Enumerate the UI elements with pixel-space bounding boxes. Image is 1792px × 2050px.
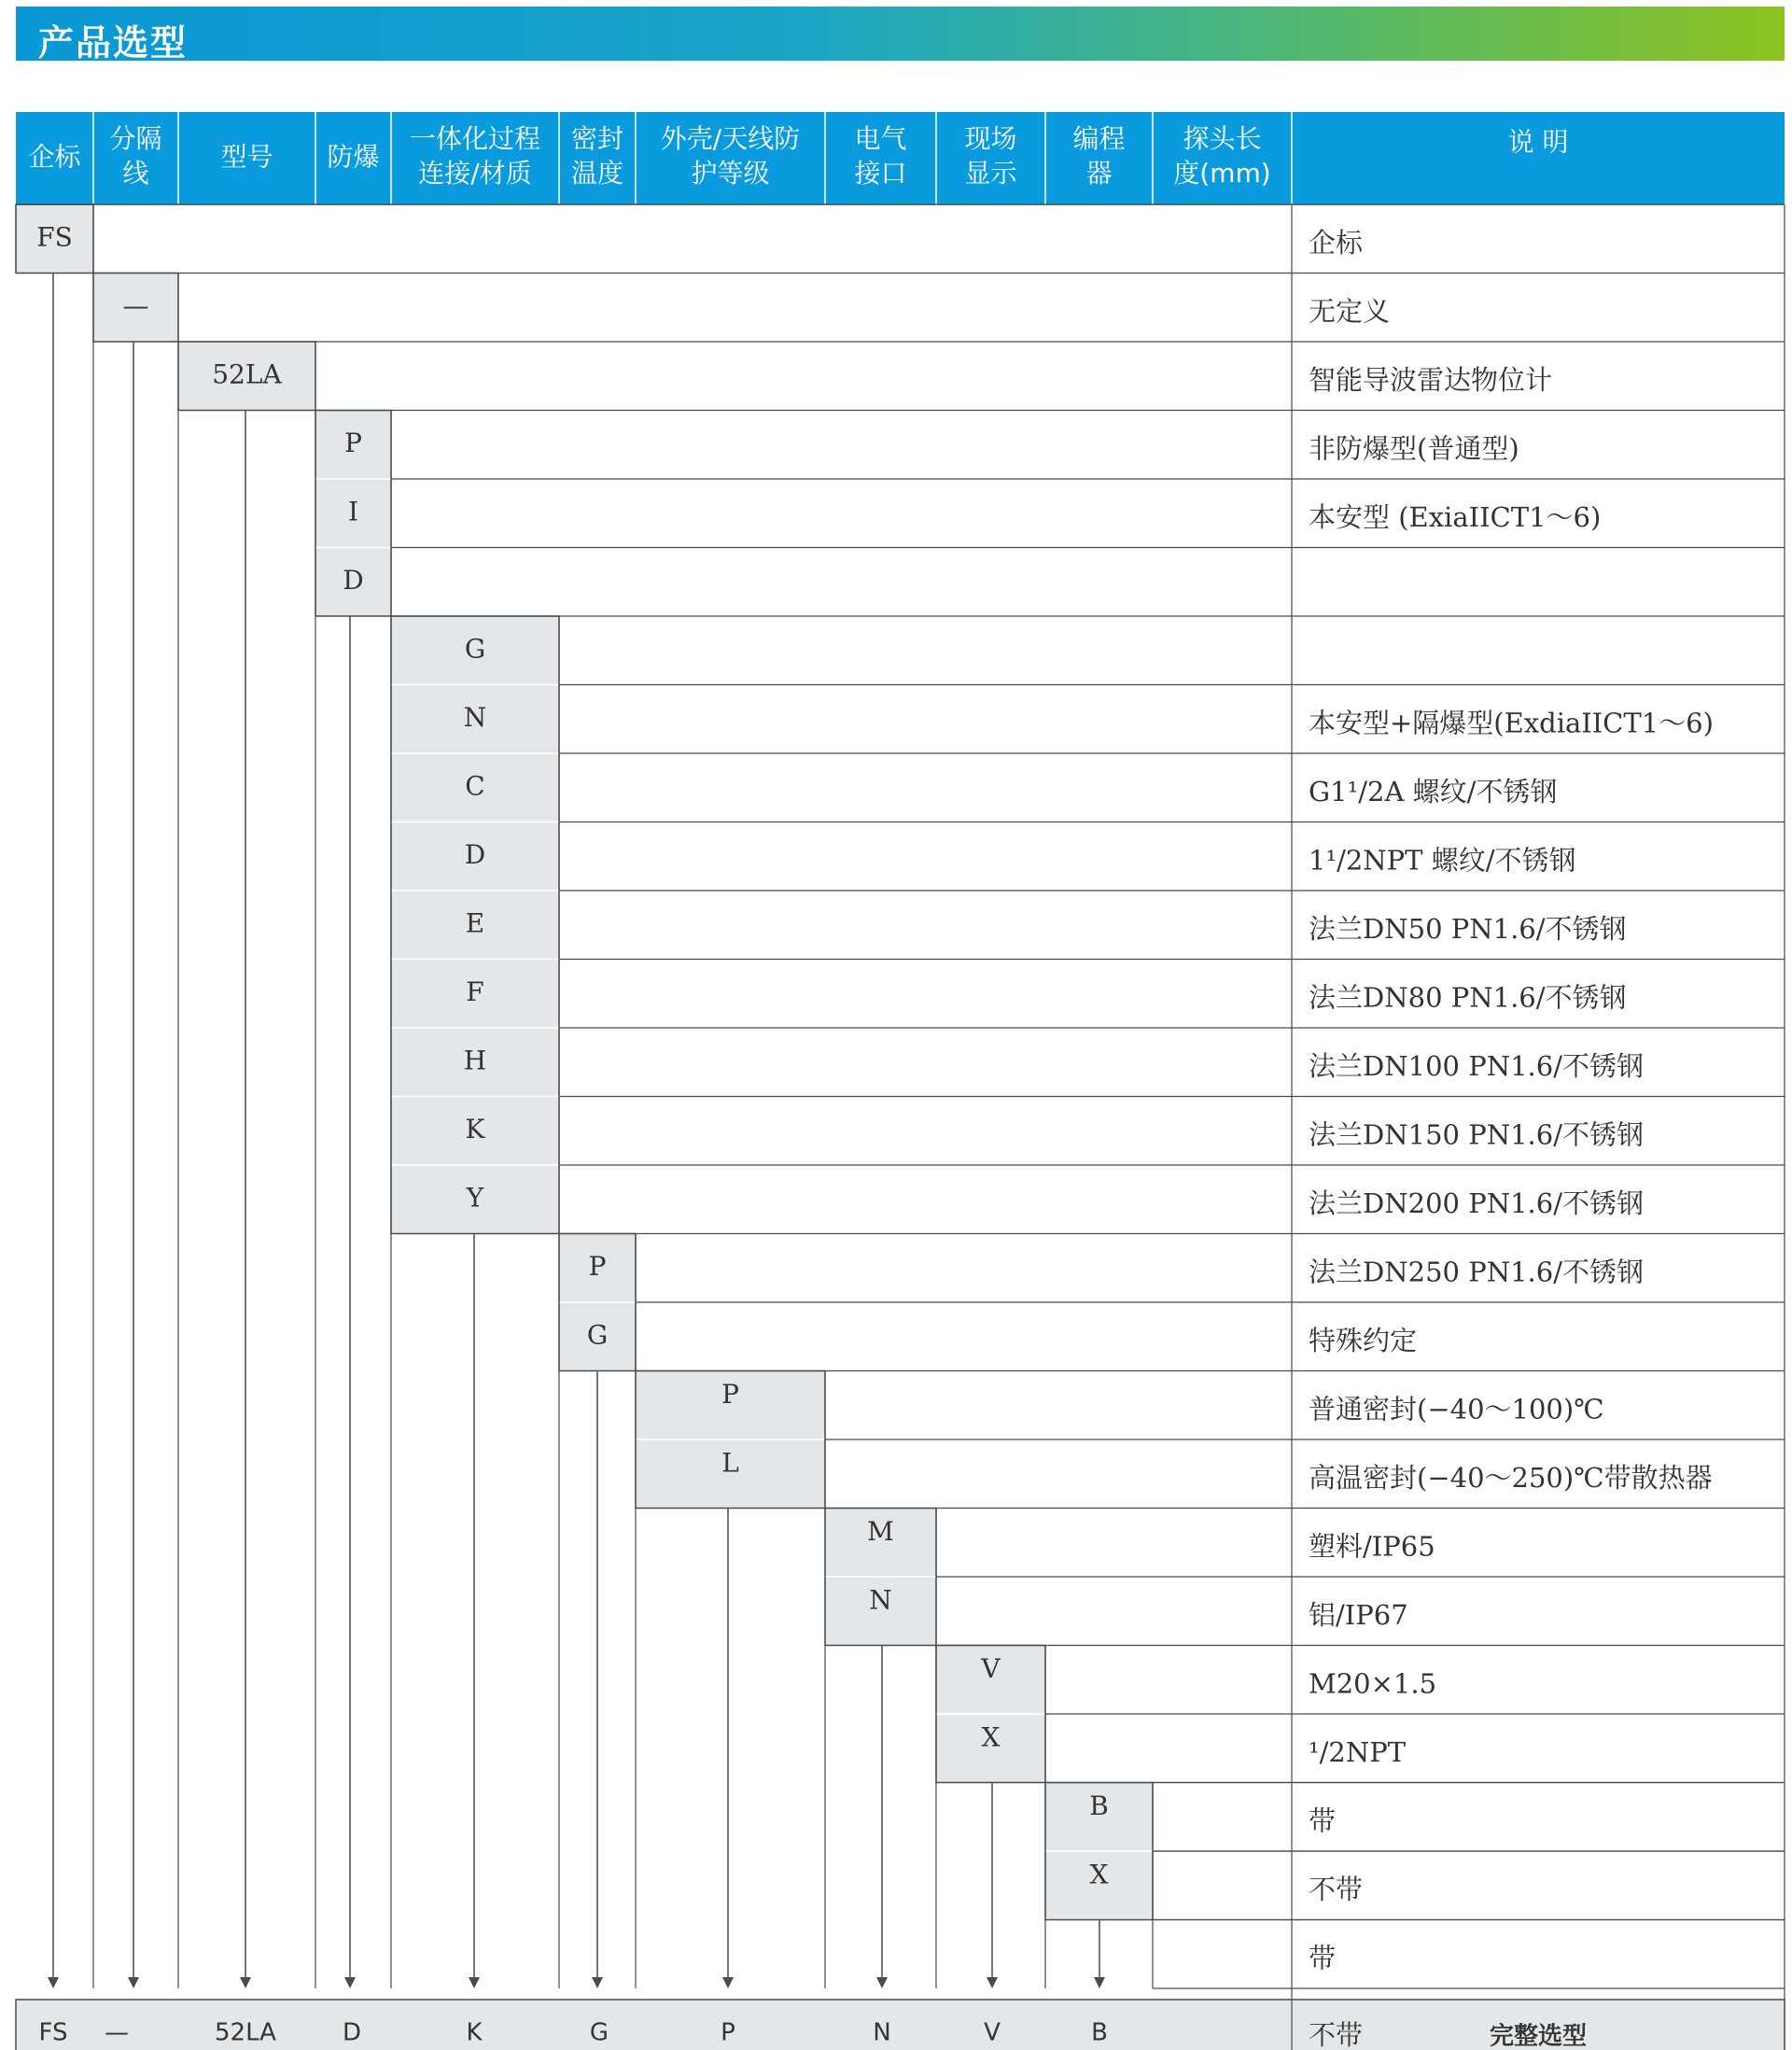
header-5-line1: 密封	[570, 123, 624, 154]
selection-arrow-head	[987, 1977, 998, 1988]
description-22: ¹/2NPT	[1309, 1735, 1407, 1768]
summary-code-7: N	[873, 2018, 891, 2047]
header-8-line1: 现场	[964, 123, 1017, 154]
description-13: 法兰DN150 PN1.6/不锈钢	[1309, 1118, 1644, 1151]
description-12: 法兰DN100 PN1.6/不锈钢	[1309, 1049, 1644, 1082]
header-7-line1: 电气	[854, 123, 907, 154]
code-8-1: X	[981, 1721, 1001, 1753]
selection-arrow-head	[128, 1977, 139, 1988]
description-1: 无定义	[1309, 295, 1391, 328]
selection-arrow-head	[876, 1977, 888, 1988]
selection-arrow-head	[469, 1977, 480, 1988]
header-9-line1: 编程	[1072, 123, 1126, 154]
summary-code-5: G	[589, 2018, 609, 2047]
summary-label: 完整选型	[1489, 2022, 1588, 2050]
code-4-3: D	[464, 838, 486, 870]
header-3: 防爆	[327, 141, 380, 173]
description-0: 企标	[1309, 226, 1364, 259]
description-20: 铝/IP67	[1309, 1598, 1408, 1631]
code-5-0: P	[588, 1250, 607, 1282]
header-2: 型号	[220, 141, 273, 173]
code-7-1: N	[869, 1584, 892, 1616]
header-6-line1: 外壳/天线防	[660, 123, 801, 154]
summary-code-3: D	[342, 2018, 362, 2047]
code-9-1: X	[1089, 1859, 1109, 1890]
header-1-line2: 线	[122, 158, 149, 189]
header-4-line2: 连接/材质	[418, 158, 532, 189]
code-6-0: P	[721, 1378, 739, 1410]
summary-code-1: —	[105, 2018, 129, 2047]
code-4-7: K	[465, 1113, 485, 1144]
code-4-6: H	[463, 1045, 487, 1076]
code-1-0: —	[122, 289, 149, 321]
selection-arrow-head	[240, 1977, 251, 1988]
summary-code-4: K	[466, 2018, 483, 2047]
header-4-line1: 一体化过程	[409, 123, 541, 154]
description-4: 本安型 (ExiaIICT1～6)	[1309, 500, 1602, 533]
code-3-0: P	[344, 427, 362, 458]
selection-arrow-head	[1094, 1977, 1105, 1988]
description-8: G1¹/2A 螺纹/不锈钢	[1309, 775, 1558, 807]
code-4-2: C	[465, 770, 485, 802]
description-3: 非防爆型(普通型)	[1309, 432, 1519, 465]
description-17: 普通密封(−40～100)℃	[1309, 1393, 1604, 1425]
description-11: 法兰DN80 PN1.6/不锈钢	[1309, 981, 1627, 1014]
code-2-0: 52LA	[212, 358, 282, 390]
description-7: 本安型+隔爆型(ExdiaIICT1～6)	[1309, 707, 1714, 739]
summary-code-6: P	[721, 2018, 735, 2047]
code-3-2: D	[343, 564, 364, 596]
code-8-0: V	[981, 1652, 1001, 1684]
code-5-1: G	[586, 1319, 609, 1351]
description-10: 法兰DN50 PN1.6/不锈钢	[1309, 912, 1627, 945]
description-25: 带	[1309, 1942, 1337, 1974]
description-16: 特殊约定	[1309, 1324, 1418, 1356]
description-19: 塑料/IP65	[1309, 1530, 1435, 1563]
header-5-line2: 温度	[570, 158, 624, 189]
summary-code-8: V	[984, 2018, 1001, 2047]
code-4-5: F	[466, 976, 484, 1007]
summary-code-2: 52LA	[215, 2018, 276, 2047]
code-4-4: E	[465, 907, 485, 939]
description-23: 带	[1309, 1804, 1337, 1837]
header-11: 说 明	[1507, 126, 1569, 158]
header-9-line2: 器	[1085, 158, 1113, 189]
header-10-line1: 探头长	[1183, 123, 1262, 154]
description-2: 智能导波雷达物位计	[1309, 363, 1553, 396]
description-9: 1¹/2NPT 螺纹/不锈钢	[1309, 844, 1576, 877]
header-1-line1: 分隔	[109, 123, 162, 154]
header-10-line2: 度(mm)	[1173, 158, 1271, 189]
selection-arrow-head	[722, 1977, 734, 1988]
header-7-line2: 接口	[854, 158, 907, 189]
header-8-line2: 显示	[964, 158, 1017, 189]
description-15: 法兰DN250 PN1.6/不锈钢	[1309, 1256, 1644, 1288]
code-3-1: I	[347, 496, 359, 527]
selection-arrow-head	[592, 1977, 603, 1988]
selection-arrow-head	[48, 1977, 59, 1988]
summary-desc: 不带	[1309, 2019, 1364, 2050]
description-18: 高温密封(−40～250)℃带散热器	[1309, 1461, 1713, 1494]
code-4-8: Y	[466, 1182, 484, 1214]
selection-arrow-head	[344, 1977, 356, 1988]
code-0-0: FS	[36, 221, 73, 253]
code-6-1: L	[721, 1447, 739, 1479]
description-24: 不带	[1309, 1873, 1364, 1905]
summary-code-0: FS	[38, 2018, 68, 2047]
summary-code-9: B	[1091, 2018, 1108, 2047]
page-title: 产品选型	[38, 22, 189, 63]
code-4-1: N	[463, 701, 487, 733]
header-6-line2: 护等级	[691, 158, 770, 189]
code-4-0: G	[464, 633, 486, 665]
header-0: 企标	[28, 141, 81, 173]
description-21: M20×1.5	[1309, 1667, 1437, 1700]
code-9-0: B	[1089, 1790, 1109, 1821]
code-7-0: M	[867, 1515, 894, 1547]
description-14: 法兰DN200 PN1.6/不锈钢	[1309, 1186, 1644, 1219]
